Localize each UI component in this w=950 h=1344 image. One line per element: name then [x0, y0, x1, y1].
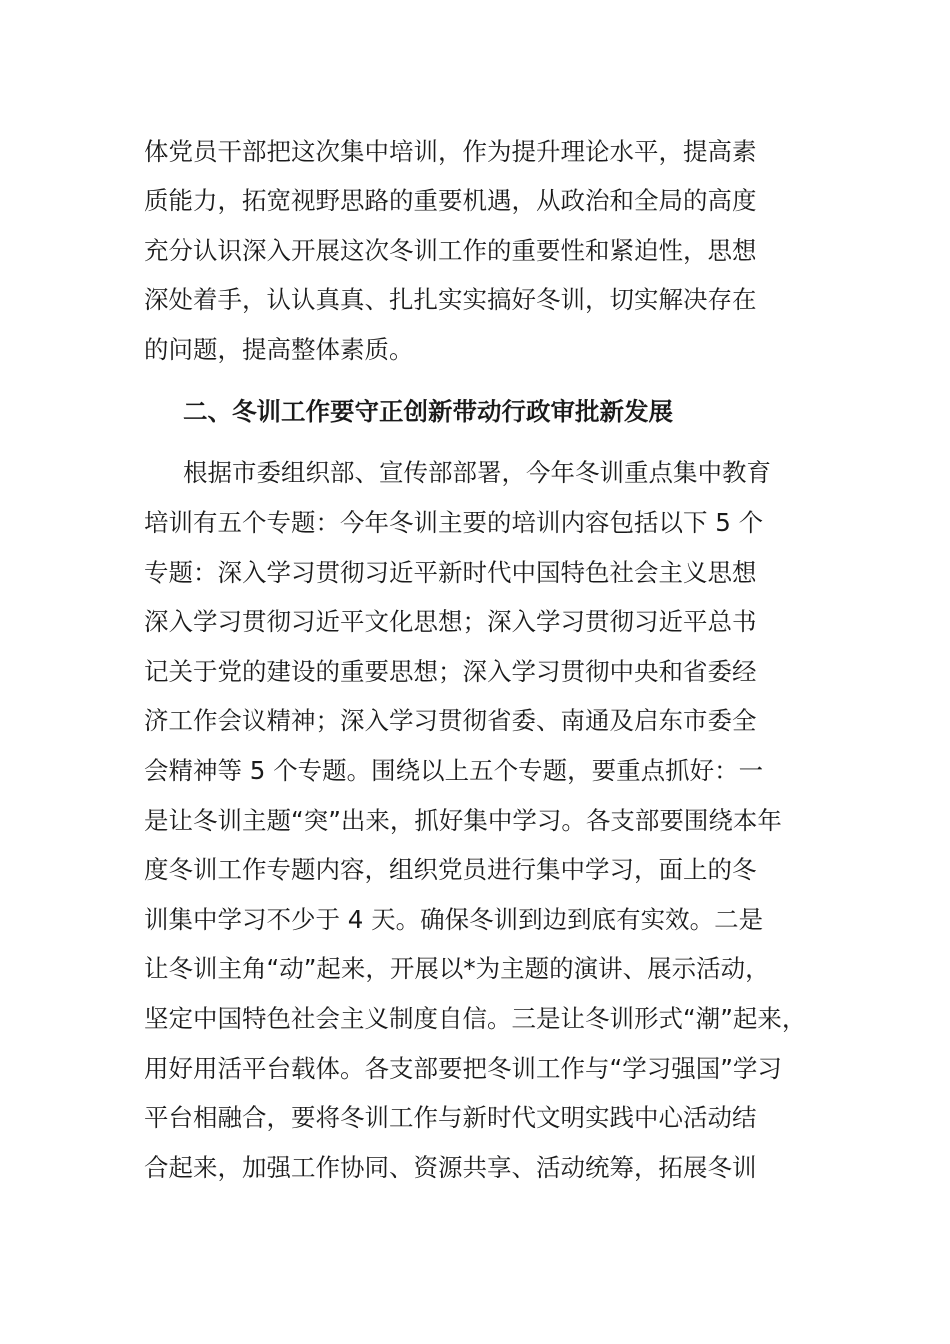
paragraph-line: 合起来，加强工作协同、资源共享、活动统筹，拓展冬训	[144, 1153, 757, 1182]
paragraph-line: 坚定中国特色社会主义制度自信。三是让冬训形式“潮”起来，	[144, 1004, 807, 1033]
paragraph-line: 让冬训主角“动”起来，开展以*为主题的演讲、展示活动，	[144, 954, 770, 983]
paragraph-line: 培训有五个专题：今年冬训主要的培训内容包括以下 5 个	[144, 508, 764, 537]
paragraph-line: 根据市委组织部、宣传部部署，今年冬训重点集中教育	[183, 458, 771, 487]
paragraph-line: 是让冬训主题“突”出来，抓好集中学习。各支部要围绕本年	[144, 806, 782, 835]
paragraph-line: 体党员干部把这次集中培训，作为提升理论水平，提高素	[144, 137, 757, 166]
section-heading: 二、冬训工作要守正创新带动行政审批新发展	[183, 397, 673, 426]
paragraph-line: 深入学习贯彻习近平文化思想；深入学习贯彻习近平总书	[144, 607, 757, 636]
paragraph-line: 的问题，提高整体素质。	[144, 335, 414, 364]
paragraph-line: 济工作会议精神；深入学习贯彻省委、南通及启东市委全	[144, 706, 757, 735]
paragraph-line: 专题：深入学习贯彻习近平新时代中国特色社会主义思想	[144, 558, 757, 587]
paragraph-line: 度冬训工作专题内容，组织党员进行集中学习，面上的冬	[144, 855, 757, 884]
paragraph-line: 深处着手，认认真真、扎扎实实搞好冬训，切实解决存在	[144, 285, 757, 314]
paragraph-line: 记关于党的建设的重要思想；深入学习贯彻中央和省委经	[144, 657, 757, 686]
paragraph-line: 用好用活平台载体。各支部要把冬训工作与“学习强国”学习	[144, 1054, 782, 1083]
paragraph-line: 平台相融合，要将冬训工作与新时代文明实践中心活动结	[144, 1103, 757, 1132]
paragraph-line: 充分认识深入开展这次冬训工作的重要性和紧迫性，思想	[144, 236, 757, 265]
paragraph-line: 训集中学习不少于 4 天。确保冬训到边到底有实效。二是	[144, 905, 764, 934]
paragraph-line: 质能力，拓宽视野思路的重要机遇，从政治和全局的高度	[144, 186, 757, 215]
paragraph-line: 会精神等 5 个专题。围绕以上五个专题，要重点抓好：一	[144, 756, 764, 785]
